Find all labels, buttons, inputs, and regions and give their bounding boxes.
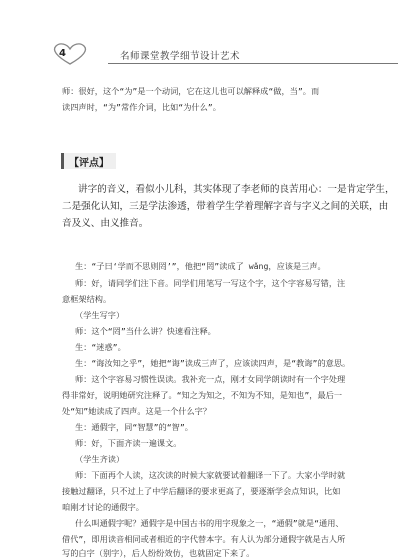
- dialogue-line: 生：通假字，同“智慧”的“智”。: [75, 422, 193, 432]
- dialogue-line: （学生写字）: [75, 310, 125, 320]
- dialogue-line: 师：下面再个人读，这次读的时候大家就要试着翻译一下了。大家小学时就: [75, 470, 346, 480]
- dialogue-line: 生：“诲汝知之乎”，她把“诲”读成三声了，应该读四声，是“教诲”的意思。: [75, 358, 351, 368]
- review-line-3: 音及义、由义推音。: [62, 218, 149, 229]
- dialogue-line: 生：“子曰‘学而不思则罔’”，他把“罔”读成了 wǎng，应该是三声。: [75, 261, 326, 271]
- dialogue-line: 处“知”她读成了四声。这是一个什么字？: [62, 406, 212, 416]
- dialogue-line: 意框架结构。: [62, 294, 112, 304]
- review-title: 【评点】: [69, 158, 109, 169]
- review-line-2: 二是强化认知，三是学法渗透，带着学生学着理解字音与字义之间的关联，由: [62, 201, 389, 212]
- intro-line-2: 读四声时，“为”常作介词，比如“为什么”。: [62, 102, 221, 112]
- dialogue-line: （学生齐读）: [75, 454, 125, 464]
- dialogue-line: 接触过翻译，只不过上了中学后翻译的要求更高了，要逐渐学会点知识，比如: [62, 486, 341, 496]
- dialogue-line: 生：“迷惑”。: [75, 342, 126, 352]
- dialogue-line: 师：好，请同学们注下音。同学们用笔写一写这个字，这个字容易写错，注: [75, 278, 346, 288]
- intro-line-1: 师：很好，这个“为”是一个动词，它在这儿也可以解释成“做，当”。而: [62, 86, 320, 96]
- review-heading: [61, 153, 113, 169]
- book-title: 名师课堂教学细节设计艺术: [120, 51, 241, 62]
- page-number: 4: [59, 48, 66, 59]
- header-divider: [108, 63, 398, 64]
- review-line-1: 讲字的音义，看似小儿科，其实体现了李老师的良苦用心：一是肯定学生，: [78, 184, 395, 195]
- heart-logo-icon: [50, 42, 90, 66]
- dialogue-line: 咱刚才讨论的通假字。: [62, 502, 144, 512]
- page-header: [50, 42, 350, 66]
- dialogue-line: 得非常好，说明她研究注释了。“知之为知之，不知为不知，是知也”，最后一: [62, 390, 343, 400]
- dialogue-line: 什么叫通假字呢？通假字是中国古书的用字现象之一，“通假”就是“通用、: [75, 518, 344, 528]
- dialogue-line: 师：好，下面齐读一遍课文。: [75, 438, 182, 448]
- dialogue-line: 借代”，即用读音相同或者相近的字代替本字。有人认为部分通假字就是古人所: [62, 534, 346, 544]
- dialogue-line: 师：这个“罔”当什么讲？快速看注释。: [75, 326, 216, 336]
- dialogue-line: 写的白字（别字），后人纷纷效仿，也就固定下来了。: [62, 548, 255, 558]
- dialogue-line: 师：这个字容易习惯性误读。我补充一点，刚才女同学朗读时有一个字处理: [75, 374, 346, 384]
